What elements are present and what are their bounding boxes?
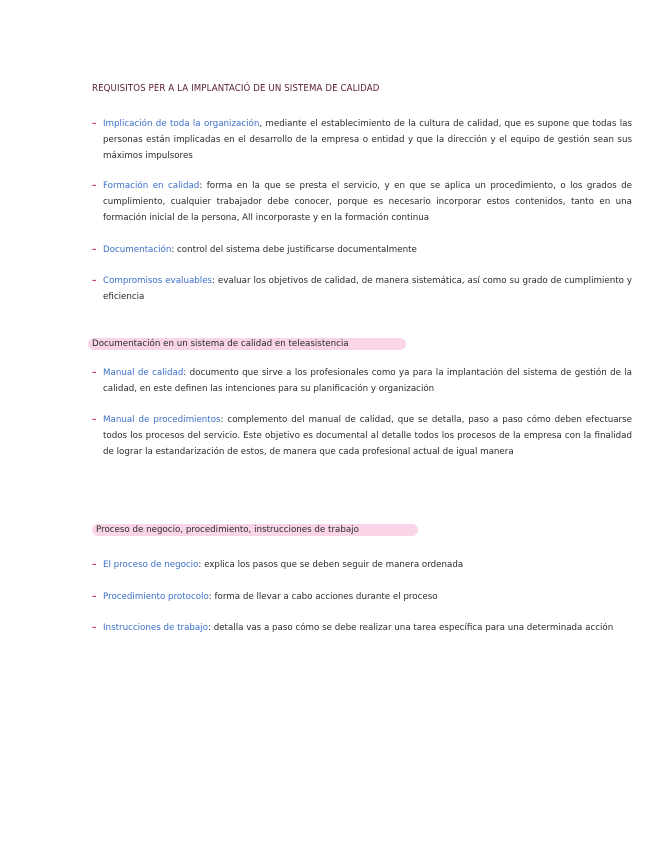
- item-text: : control del sistema debe justificarse documentalmente: [171, 245, 417, 255]
- list-item: [92, 116, 632, 165]
- list-item: [92, 273, 632, 305]
- item-text: : documento que sirve a los profesionales como ya para la implantación del sistema de gestión de la calidad, en este definen las intenciones para su planificación y organización: [103, 368, 633, 395]
- dash-bullet: –: [92, 181, 97, 191]
- dash-bullet: –: [92, 119, 97, 129]
- item-text: : forma de llevar a cabo acciones durante el proceso: [208, 592, 438, 602]
- term-label: Implicación de toda la organización: [103, 119, 260, 129]
- list-item: [92, 412, 632, 461]
- item-text: : complemento del manual de calidad, que se detalla, paso a paso cómo deben efectuarse todos los procesos del servicio. Este objetivo es documental al detalle todos los procesos de la empresa con la finalidad de lograr la estandarización de estos, de manera que cada profesional actual de igual manera: [103, 415, 632, 458]
- item-text: : forma en la que se presta el servicio, y en que se aplica un procedimiento, o los grados de cumplimiento, cualquier trabajador debe conocer, porque es necesario incorporar estos contenidos, tanto en una formación inicial de la persona, All incorporaste y en la formación continua: [103, 181, 633, 224]
- page-title: REQUISITOS PER A LA IMPLANTACIÓ DE UN SISTEMA DE CALIDAD: [92, 83, 380, 94]
- term-label: Documentación: [103, 245, 172, 255]
- dash-bullet: –: [92, 276, 97, 286]
- dash-bullet: –: [92, 560, 97, 570]
- section-heading: Documentación en un sistema de calidad en teleasistencia: [88, 338, 406, 350]
- dash-bullet: –: [92, 592, 97, 602]
- term-label: Manual de calidad: [103, 368, 184, 378]
- list-item: [92, 620, 632, 636]
- term-label: Formación en calidad: [103, 181, 200, 191]
- dash-bullet: –: [92, 245, 97, 255]
- list-item: [92, 557, 632, 573]
- term-label: Instrucciones de trabajo: [103, 623, 208, 633]
- term-label: Manual de procedimientos: [103, 415, 221, 425]
- item-text: : explica los pasos que se deben seguir de manera ordenada: [198, 560, 464, 570]
- term-label: El proceso de negocio: [103, 560, 199, 570]
- list-item: [92, 242, 632, 258]
- item-text: : detalla vas a paso cómo se debe realizar una tarea específica para una determinada acción: [208, 623, 614, 633]
- term-label: Procedimiento protocolo: [103, 592, 209, 602]
- item-text: : evaluar los objetivos de calidad, de manera sistemática, así como su grado de cumplimiento y eficiencia: [103, 276, 632, 303]
- list-item: [92, 178, 632, 227]
- dash-bullet: –: [92, 623, 97, 633]
- item-text: , mediante el establecimiento de la cultura de calidad, que es supone que todas las personas están implicadas en el desarrollo de la empresa o entidad y que la dirección y el equipo de gestión sean sus máximos impulsores: [103, 119, 632, 162]
- term-label: Compromisos evaluables: [103, 276, 213, 286]
- dash-bullet: –: [92, 368, 97, 378]
- dash-bullet: –: [92, 415, 97, 425]
- section-heading: Proceso de negocio, procedimiento, instrucciones de trabajo: [92, 524, 418, 536]
- list-item: [92, 365, 632, 397]
- list-item: [92, 589, 632, 605]
